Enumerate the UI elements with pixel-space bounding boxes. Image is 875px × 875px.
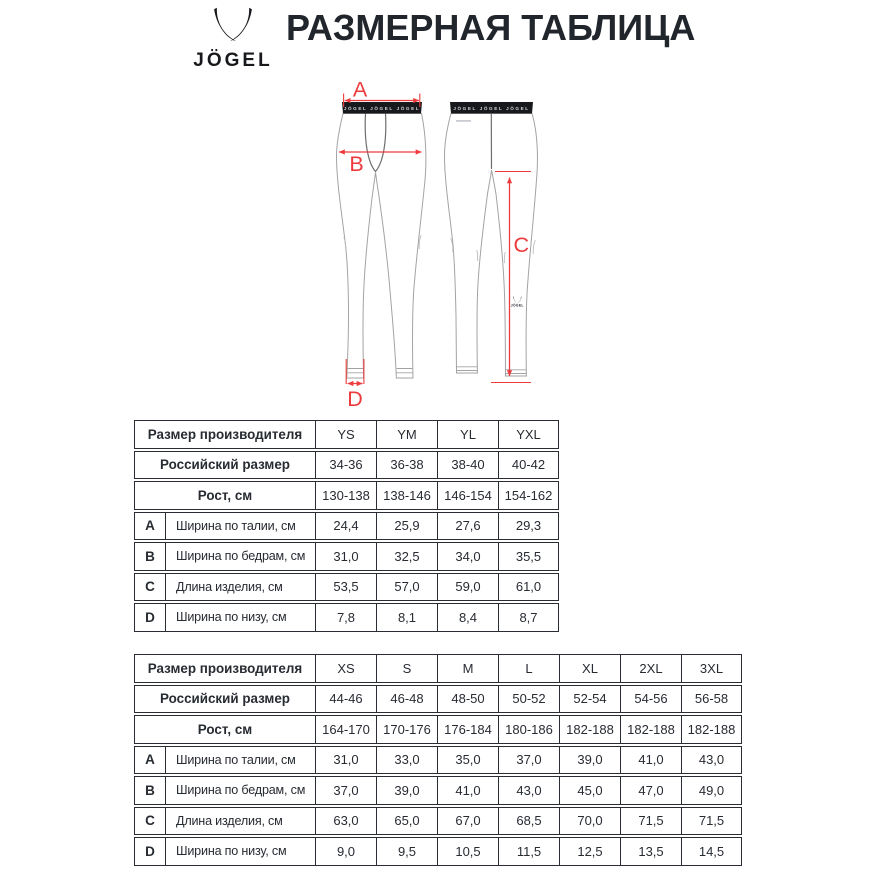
- size-value: YXL: [498, 420, 559, 449]
- youth-size-table: [134, 418, 559, 634]
- measure-value: 59,0: [437, 573, 498, 602]
- table-measure-row: [134, 776, 742, 805]
- size-value: 164-170: [315, 715, 376, 744]
- size-value: M: [437, 654, 498, 683]
- adult-size-table-body: [134, 654, 742, 866]
- measure-value: 35,5: [498, 542, 559, 571]
- row-label: Российский размер: [134, 451, 315, 480]
- size-value: 176-184: [437, 715, 498, 744]
- size-value: 182-188: [620, 715, 681, 744]
- size-value: 3XL: [681, 654, 742, 683]
- size-value: 146-154: [437, 481, 498, 510]
- measure-value: 71,5: [620, 807, 681, 836]
- measure-value: 27,6: [437, 512, 498, 541]
- measure-label: Ширина по талии, см: [165, 746, 315, 775]
- size-value: 2XL: [620, 654, 681, 683]
- measure-value: 11,5: [498, 837, 559, 866]
- size-value: 180-186: [498, 715, 559, 744]
- measure-value: 9,5: [376, 837, 437, 866]
- brand-logo: [181, 3, 285, 72]
- table-header-row: [134, 685, 742, 714]
- table-measure-row: [134, 542, 559, 571]
- measure-value: 43,0: [498, 776, 559, 805]
- size-value: 50-52: [498, 685, 559, 714]
- measure-value: 34,0: [437, 542, 498, 571]
- measure-value: 10,5: [437, 837, 498, 866]
- table-measure-row: [134, 837, 742, 866]
- measure-value: 31,0: [315, 542, 376, 571]
- row-label: Рост, см: [134, 715, 315, 744]
- table-measure-row: [134, 573, 559, 602]
- row-label: Рост, см: [134, 481, 315, 510]
- measure-value: 65,0: [376, 807, 437, 836]
- dim-a-label: A: [352, 80, 368, 102]
- measure-value: 8,4: [437, 603, 498, 632]
- size-value: 34-36: [315, 451, 376, 480]
- size-value: 52-54: [559, 685, 620, 714]
- measure-value: 31,0: [315, 746, 376, 775]
- size-value: 130-138: [315, 481, 376, 510]
- size-value: YM: [376, 420, 437, 449]
- measure-value: 67,0: [437, 807, 498, 836]
- measure-value: 8,1: [376, 603, 437, 632]
- jogel-v-icon: [212, 3, 254, 49]
- size-value: 54-56: [620, 685, 681, 714]
- measure-value: 68,5: [498, 807, 559, 836]
- table-header-row: [134, 451, 559, 480]
- dimension-letter: C: [134, 573, 165, 602]
- measure-value: 47,0: [620, 776, 681, 805]
- measure-value: 63,0: [315, 807, 376, 836]
- measure-value: 25,9: [376, 512, 437, 541]
- measure-value: 61,0: [498, 573, 559, 602]
- measure-value: 57,0: [376, 573, 437, 602]
- measure-value: 41,0: [620, 746, 681, 775]
- table-measure-row: [134, 746, 742, 775]
- measure-label: Длина изделия, см: [165, 573, 315, 602]
- size-value: L: [498, 654, 559, 683]
- size-value: 38-40: [437, 451, 498, 480]
- size-value: S: [376, 654, 437, 683]
- measure-value: 43,0: [681, 746, 742, 775]
- dimension-letter: A: [134, 512, 165, 541]
- measure-value: 9,0: [315, 837, 376, 866]
- leggings-measurement-diagram: [300, 80, 590, 410]
- measure-value: 29,3: [498, 512, 559, 541]
- table-measure-row: [134, 512, 559, 541]
- size-value: 182-188: [681, 715, 742, 744]
- size-value: 44-46: [315, 685, 376, 714]
- row-label: Размер производителя: [134, 654, 315, 683]
- size-value: 56-58: [681, 685, 742, 714]
- table-header-row: [134, 481, 559, 510]
- measure-label: Ширина по талии, см: [165, 512, 315, 541]
- brand-wordmark: JÖGEL: [193, 50, 273, 71]
- adult-size-table: [134, 652, 742, 868]
- measure-value: 33,0: [376, 746, 437, 775]
- size-value: 154-162: [498, 481, 559, 510]
- measure-label: Длина изделия, см: [165, 807, 315, 836]
- measure-value: 39,0: [376, 776, 437, 805]
- youth-size-table-body: [134, 420, 559, 632]
- page-title: РАЗМЕРНАЯ ТАБЛИЦА: [286, 7, 696, 48]
- measure-value: 37,0: [498, 746, 559, 775]
- table-measure-row: [134, 603, 559, 632]
- size-value: 138-146: [376, 481, 437, 510]
- table-measure-row: [134, 807, 742, 836]
- dim-d-label: D: [347, 387, 363, 410]
- size-value: 36-38: [376, 451, 437, 480]
- measure-value: 45,0: [559, 776, 620, 805]
- leg-logo-text: JÖGEL: [510, 303, 524, 308]
- size-value: 170-176: [376, 715, 437, 744]
- measure-value: 71,5: [681, 807, 742, 836]
- measure-value: 37,0: [315, 776, 376, 805]
- dimension-letter: B: [134, 542, 165, 571]
- row-label: Размер производителя: [134, 420, 315, 449]
- dimension-letter: D: [134, 837, 165, 866]
- front-waistband-text: JÖGEL JÖGEL JÖGEL: [343, 106, 421, 111]
- measure-label: Ширина по низу, см: [165, 603, 315, 632]
- dim-b-label: B: [349, 152, 364, 176]
- measure-value: 12,5: [559, 837, 620, 866]
- measure-label: Ширина по низу, см: [165, 837, 315, 866]
- measure-value: 35,0: [437, 746, 498, 775]
- measure-value: 7,8: [315, 603, 376, 632]
- size-value: 46-48: [376, 685, 437, 714]
- dimension-letter: B: [134, 776, 165, 805]
- table-header-row: [134, 715, 742, 744]
- measure-value: 53,5: [315, 573, 376, 602]
- size-value: 182-188: [559, 715, 620, 744]
- size-value: XS: [315, 654, 376, 683]
- measure-value: 70,0: [559, 807, 620, 836]
- measure-value: 13,5: [620, 837, 681, 866]
- leggings-front: [337, 102, 426, 378]
- measure-value: 41,0: [437, 776, 498, 805]
- dimension-letter: A: [134, 746, 165, 775]
- size-value: YS: [315, 420, 376, 449]
- table-header-row: [134, 420, 559, 449]
- size-value: YL: [437, 420, 498, 449]
- measure-label: Ширина по бедрам, см: [165, 542, 315, 571]
- size-value: 40-42: [498, 451, 559, 480]
- measure-value: 32,5: [376, 542, 437, 571]
- measure-value: 39,0: [559, 746, 620, 775]
- measure-value: 49,0: [681, 776, 742, 805]
- measure-value: 24,4: [315, 512, 376, 541]
- size-value: 48-50: [437, 685, 498, 714]
- size-value: XL: [559, 654, 620, 683]
- care-print: [456, 120, 471, 122]
- measure-label: Ширина по бедрам, см: [165, 776, 315, 805]
- row-label: Российский размер: [134, 685, 315, 714]
- dimension-letter: C: [134, 807, 165, 836]
- dim-c-label: C: [513, 233, 530, 257]
- table-header-row: [134, 654, 742, 683]
- measure-value: 14,5: [681, 837, 742, 866]
- measure-value: 8,7: [498, 603, 559, 632]
- dimension-letter: D: [134, 603, 165, 632]
- back-waistband-text: JÖGEL JÖGEL JÖGEL: [453, 106, 530, 111]
